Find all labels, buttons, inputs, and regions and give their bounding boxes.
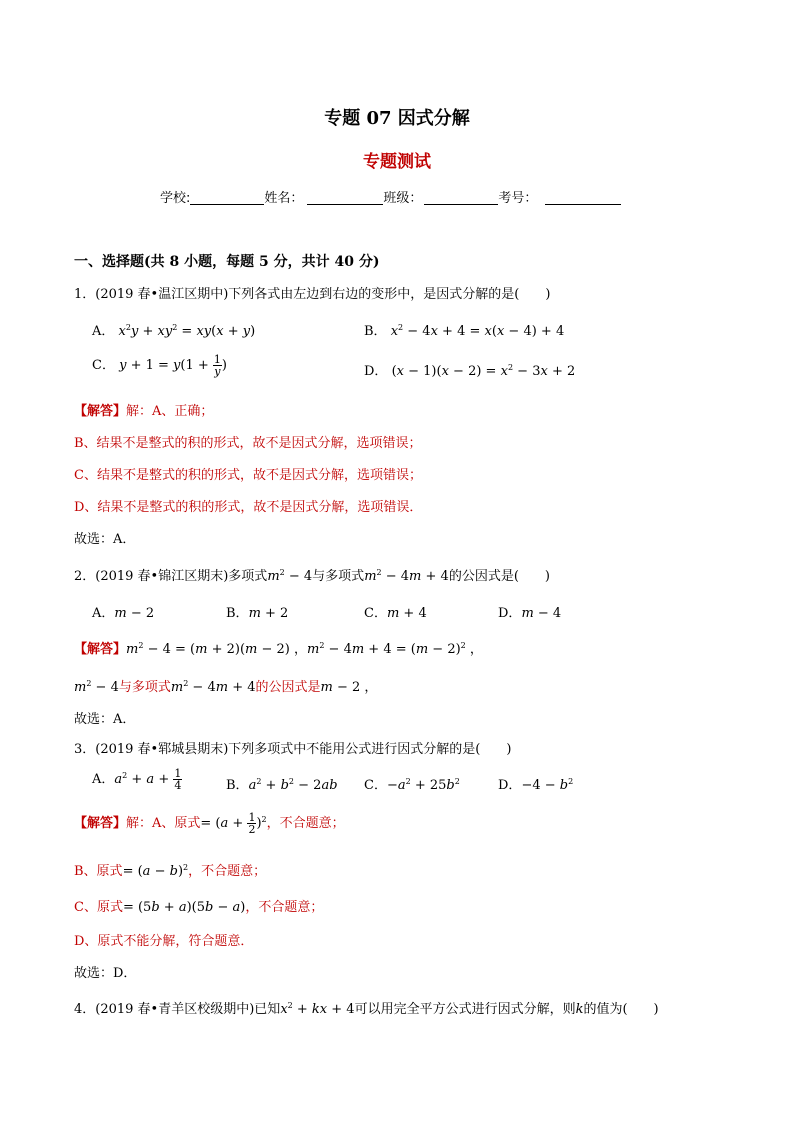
question-2-answer-line-1: 【解答】$m^2 - 4 = (m + 2)(m - 2)$ ，$m^2 - 4m + 4 = (m - 2)^2$ ， xyxy=(74,641,483,657)
question-2-option-b[interactable]: B．m + 2 xyxy=(226,606,289,621)
exam-number-blank[interactable] xyxy=(545,191,621,205)
student-info-line xyxy=(160,187,621,206)
question-2-option-c[interactable]: C．m + 4 xyxy=(364,606,427,621)
question-3-answer-line-1: 【解答】解：A、原式= (a + $\frac{1}{2}$ )$^2$，不合题意； xyxy=(74,811,345,836)
question-2-answer-line-2: $m^2 - 4$与多项式$m^2 - 4m + 4$的公因式是m − 2 ， xyxy=(74,679,378,695)
question-1-answer-line-4: D、结果不是整式的积的形式，故不是因式分解，选项错误． xyxy=(74,500,423,515)
school-blank[interactable] xyxy=(190,191,264,205)
name-label: 姓名： xyxy=(264,191,304,206)
question-3-option-b[interactable]: B．$a^2 + b^2 - 2ab$ xyxy=(226,777,338,793)
section-heading: 一、选择题(共 8 小题，每题 5 分，共计 40 分) xyxy=(74,254,380,270)
question-1-answer-line-3: C、结果不是整式的积的形式，故不是因式分解，选项错误； xyxy=(74,468,422,483)
question-3-answer-line-2: B、原式= $(a - b)^2$，不合题意； xyxy=(74,863,267,879)
question-3-selection: 故选：D． xyxy=(74,966,137,981)
exam-number-label: 考号： xyxy=(498,191,538,206)
school-label: 学校: xyxy=(160,191,191,206)
question-3-stem: 3．(2019 春•郓城县期末)下列多项式中不能用公式进行因式分解的是( ) xyxy=(74,742,512,757)
question-3-option-d[interactable]: D．$-4 - b^2$ xyxy=(498,777,574,793)
class-blank[interactable] xyxy=(424,191,498,205)
question-2-option-a[interactable]: A．m − 2 xyxy=(92,606,155,621)
class-label: 班级： xyxy=(383,191,423,206)
question-1-option-c[interactable]: C． y + 1 = y(1 + $\frac{1}{y}$ ) xyxy=(92,353,227,378)
question-2-stem: 2．(2019 春•锦江区期末)多项式$m^2 - 4$与多项式$m^2 - 4m + 4$的公因式是( ) xyxy=(74,568,550,584)
document-subtitle: 专题测试 xyxy=(363,152,431,172)
name-blank[interactable] xyxy=(307,191,383,205)
question-1-option-a[interactable]: A． $x^2y + xy^2 = xy(x + y)$ xyxy=(92,323,256,339)
document-title: 专题 07 因式分解 xyxy=(324,108,470,129)
question-1-answer-line-2: B、结果不是整式的积的形式，故不是因式分解，选项错误； xyxy=(74,436,422,451)
question-1-answer-line-1: 【解答】解：A、正确； xyxy=(74,404,214,419)
question-3-answer-line-4: D、原式不能分解，符合题意． xyxy=(74,934,254,949)
question-3-option-a[interactable]: A．$a^2 + a$ + $\frac{1}{4}$ xyxy=(92,767,182,792)
question-3-answer-line-3: C、原式= (5b + a)(5b − a)，不合题意； xyxy=(74,900,324,915)
question-2-selection: 故选：A． xyxy=(74,712,136,727)
question-1-option-b[interactable]: B． $x^2 - 4x + 4 = x(x - 4) + 4$ xyxy=(364,323,565,339)
question-1-selection: 故选：A． xyxy=(74,532,136,547)
question-1-option-d[interactable]: D． $(x - 1)(x - 2) = x^2 - 3x + 2$ xyxy=(364,363,576,379)
question-3-option-c[interactable]: C．$-a^2 + 25b^2$ xyxy=(364,777,460,793)
question-1-stem: 1．(2019 春•温江区期中)下列各式由左边到右边的变形中，是因式分解的是( ) xyxy=(74,287,551,302)
question-2-option-d[interactable]: D．m − 4 xyxy=(498,606,562,621)
question-4-stem: 4．(2019 春•青羊区校级期中)已知$x^2$ + kx + 4可以用完全平方公式进行因式分解，则k的值为( ) xyxy=(74,1001,659,1017)
